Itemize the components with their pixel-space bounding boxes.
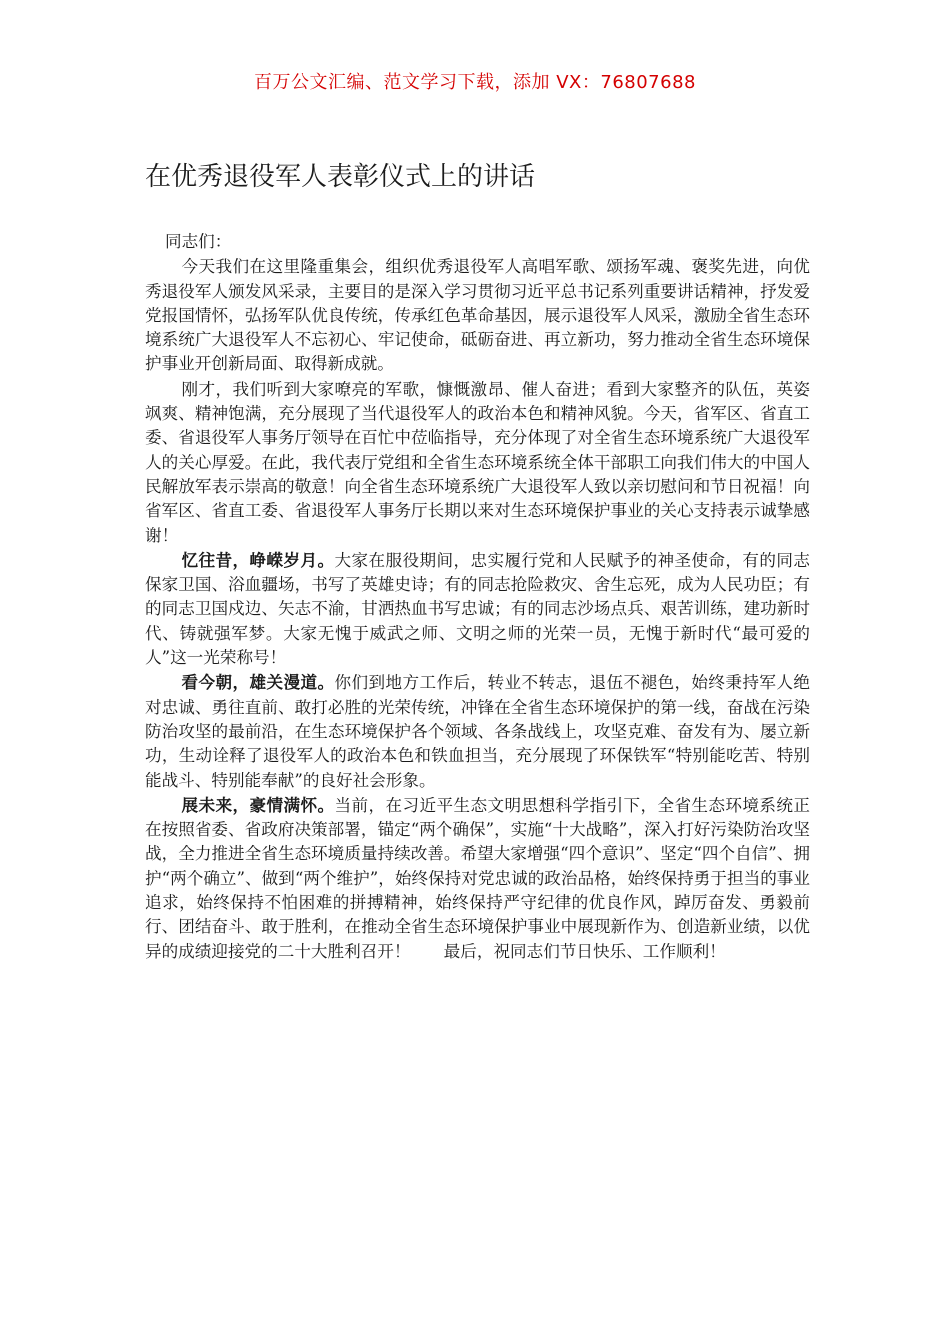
paragraph-lead: 看今朝，雄关漫道。	[181, 672, 335, 693]
document-body	[145, 230, 810, 964]
paragraph-text: 当前，在习近平生态文明思想科学指引下，全省生态环境系统正在按照省委、省政府决策部署，锚定“两个确保”，实施“十大战略”，深入打好污染防治攻坚战，全力推进全省生态环境质量持续改善。希望大家增强“四个意识”、坚定“四个自信”、拥护“两个确立”、做到“两个维护”，始终保持对党忠诚的政治品格，始终保持勇于担当的事业追求，始终保持不怕困难的拼搏精神，始终保持严守纪律的优良作风，踔厉奋发、勇毅前行、团结奋斗、敢于胜利，在推动全省生态环境保护事业中展现新作为、创造新业绩，以优异的成绩迎接党的二十大胜利召开！ 最后，祝同志们节日快乐、工作顺利！	[145, 795, 811, 961]
paragraph-lead: 展未来，豪情满怀。	[181, 794, 335, 815]
paragraph-text: 你们到地方工作后，转业不转志，退伍不褪色，始终秉持军人绝对忠诚、勇往直前、敢打必胜的光荣传统，冲锋在全省生态环境保护的第一线，奋战在污染防治攻坚的最前沿，在生态环境保护各个领域、各条战线上，攻坚克难、奋发有为、屡立新功，生动诠释了退役军人的政治本色和铁血担当，充分展现了环保铁军“特别能吃苦、特别能战斗、特别能奉献”的良好社会形象。	[145, 673, 811, 790]
paragraph-text: 刚才，我们听到大家嘹亮的军歌，慷慨激昂、催人奋进；看到大家整齐的队伍，英姿飒爽、精神饱满，充分展现了当代退役军人的政治本色和精神风貌。今天，省军区、省直工委、省退役军人事务厅领导在百忙中莅临指导，充分体现了对全省生态环境系统广大退役军人的关心厚爱。在此，我代表厅党组和全省生态环境系统全体干部职工向我们伟大的中国人民解放军表示崇高的敬意！向全省生态环境系统广大退役军人致以亲切慰问和节日祝福！向省军区、省直工委、省退役军人事务厅长期以来对生态环境保护事业的关心支持表示诚挚感谢！	[145, 379, 810, 545]
paragraph-2	[145, 377, 810, 548]
paragraph-text: 今天我们在这里隆重集会，组织优秀退役军人高唱军歌、颂扬军魂、褒奖先进，向优秀退役军人颁发风采录，主要目的是深入学习贯彻习近平总书记系列重要讲话精神，抒发爱党报国情怀，弘扬军队优良传统，传承红色革命基因，展示退役军人风采，激励全省生态环境系统广大退役军人不忘初心、牢记使命，砥砺奋进、再立新功，努力推动全省生态环境保护事业开创新局面、取得新成就。	[145, 257, 810, 374]
paragraph-text: 大家在服役期间，忠实履行党和人民赋予的神圣使命，有的同志保家卫国、浴血疆场，书写了英雄史诗；有的同志抢险救灾、舍生忘死，成为人民功臣；有的同志卫国戍边、矢志不渝，甘洒热血书写忠诚；有的同志沙场点兵、艰苦训练，建功新时代、铸就强军梦。大家无愧于威武之师、文明之师的光荣一员，无愧于新时代“最可爱的人”这一光荣称号！	[145, 550, 811, 668]
page-title: 在优秀退役军人表彰仪式上的讲话	[145, 162, 536, 192]
paragraph-4	[145, 670, 810, 792]
paragraph-3	[145, 548, 810, 670]
paragraph-1	[145, 254, 810, 376]
paragraph-5	[145, 793, 810, 964]
paragraph-lead: 忆往昔，峥嵘岁月。	[181, 549, 335, 570]
salutation: 同志们：	[165, 232, 232, 251]
header-banner: 百万公文汇编、范文学习下载，添加 VX：76807688	[254, 72, 696, 93]
